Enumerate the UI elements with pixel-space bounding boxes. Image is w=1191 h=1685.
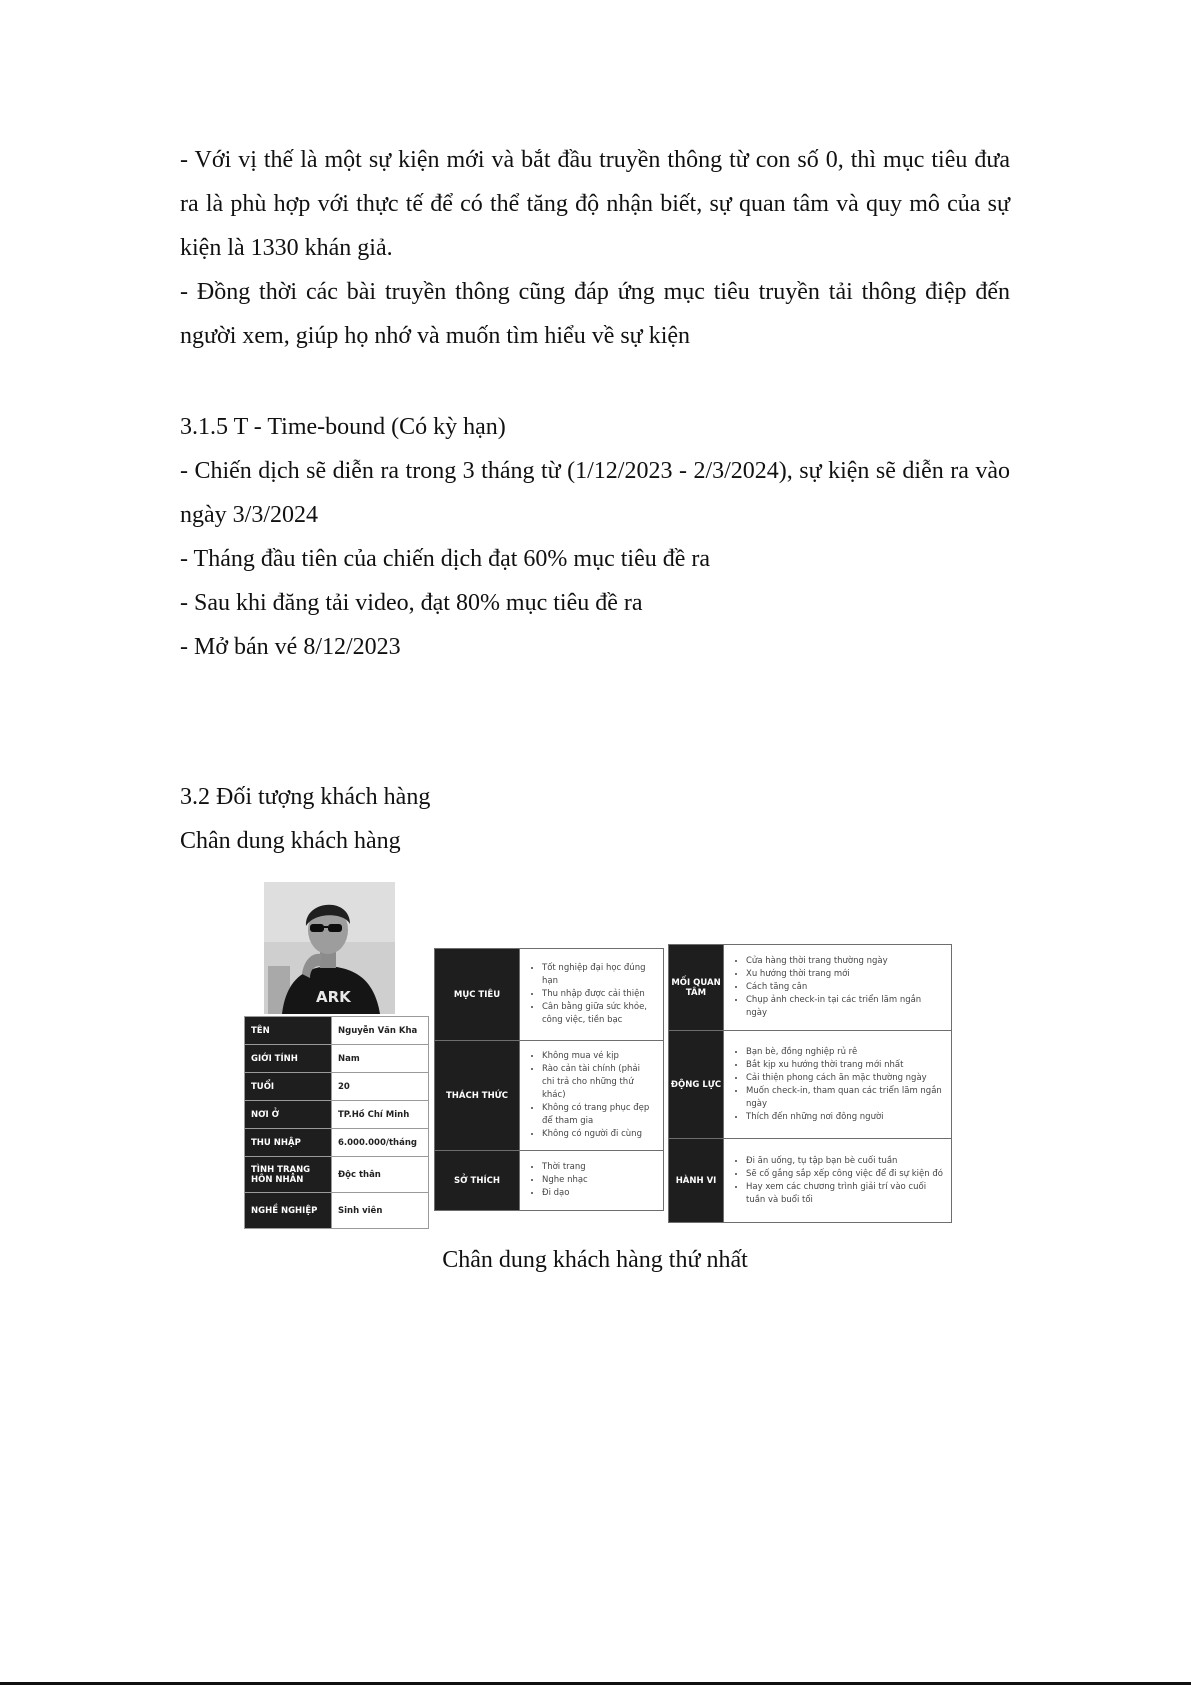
info-label: TÊN <box>245 1017 332 1045</box>
list-item: • Bắt kịp xu hướng thời trang mới nhất <box>746 1059 943 1072</box>
list-item: • Muốn check-in, tham quan các triển lãm ngắn ngày <box>746 1085 943 1111</box>
card-list <box>520 1041 664 1151</box>
list-item: • Không có người đi cùng <box>542 1128 655 1141</box>
info-label: TUỔI <box>245 1073 332 1101</box>
info-label: TÌNH TRẠNG HÔN NHÂN <box>245 1157 332 1193</box>
list-item: • Cân bằng giữa sức khỏe, công việc, tiền bạc <box>542 1001 655 1027</box>
list-item: • Cách tăng cân <box>746 981 943 994</box>
info-label: NGHỀ NGHIỆP <box>245 1193 332 1229</box>
card-list <box>724 1139 952 1223</box>
card-label: THÁCH THỨC <box>435 1041 520 1151</box>
list-item: • Thích đến những nơi đông người <box>746 1111 943 1124</box>
list-item: • Thời trang <box>542 1161 655 1174</box>
paragraph: - Tháng đầu tiên của chiến dịch đạt 60% mục tiêu đề ra <box>180 546 711 572</box>
table-row <box>669 945 952 1031</box>
section-heading: 3.2 Đối tượng khách hàng <box>180 784 431 810</box>
info-value: 6.000.000/tháng <box>332 1129 429 1157</box>
info-value: Nam <box>332 1045 429 1073</box>
list-item: • Tốt nghiệp đại học đúng hạn <box>542 962 655 988</box>
table-row <box>245 1073 429 1101</box>
list-item: • Nghe nhạc <box>542 1174 655 1187</box>
info-value: Độc thân <box>332 1157 429 1193</box>
list-item: • Hay xem các chương trình giải trí vào cuối tuần và buổi tối <box>746 1181 943 1207</box>
table-row <box>245 1017 429 1045</box>
list-item: • Chụp ảnh check-in tại các triển lãm ngắn ngày <box>746 994 943 1020</box>
persona-interests-card <box>668 944 952 1223</box>
paragraph: - Mở bán vé 8/12/2023 <box>180 634 401 660</box>
section-heading: 3.1.5 T - Time-bound (Có kỳ hạn) <box>180 414 506 440</box>
table-row <box>669 1139 952 1223</box>
card-list <box>724 1031 952 1139</box>
table-row <box>669 1031 952 1139</box>
card-label: HÀNH VI <box>669 1139 724 1223</box>
card-list <box>520 949 664 1041</box>
table-row <box>245 1157 429 1193</box>
table-row <box>435 1151 664 1211</box>
table-row <box>435 1041 664 1151</box>
table-row <box>245 1101 429 1129</box>
table-row <box>245 1129 429 1157</box>
list-item: • Không mua vé kịp <box>542 1050 655 1063</box>
card-list <box>520 1151 664 1211</box>
card-label: MỐI QUAN TÂM <box>669 945 724 1031</box>
list-item: • Đi ăn uống, tụ tập bạn bè cuối tuần <box>746 1155 943 1168</box>
info-value: 20 <box>332 1073 429 1101</box>
list-item: • Không có trang phục đẹp để tham gia <box>542 1102 655 1128</box>
svg-text:ARK: ARK <box>316 988 351 1006</box>
card-label: ĐỘNG LỰC <box>669 1031 724 1139</box>
persona-info-table <box>244 1016 429 1229</box>
table-row <box>435 949 664 1041</box>
persona-photo <box>264 882 395 1014</box>
list-item: • Xu hướng thời trang mới <box>746 968 943 981</box>
figure-caption: Chân dung khách hàng thứ nhất <box>442 1247 748 1273</box>
list-item: • Bạn bè, đồng nghiệp rủ rê <box>746 1046 943 1059</box>
table-row <box>245 1193 429 1229</box>
list-item: • Đi dạo <box>542 1187 655 1200</box>
list-item: • Thu nhập được cải thiện <box>542 988 655 1001</box>
info-label: GIỚI TÍNH <box>245 1045 332 1073</box>
info-value: Nguyễn Văn Kha <box>332 1017 429 1045</box>
info-value: TP.Hồ Chí Minh <box>332 1101 429 1129</box>
table-row <box>245 1045 429 1073</box>
card-label: MỤC TIÊU <box>435 949 520 1041</box>
persona-goals-card <box>434 948 664 1211</box>
list-item: • Cải thiện phong cách ăn mặc thường ngày <box>746 1072 943 1085</box>
card-label: SỞ THÍCH <box>435 1151 520 1211</box>
person-illustration <box>264 882 395 1014</box>
list-item: • Sẽ cố gắng sắp xếp công việc để đi sự kiện đó <box>746 1168 943 1181</box>
info-label: THU NHẬP <box>245 1129 332 1157</box>
info-label: NƠI Ở <box>245 1101 332 1129</box>
card-list <box>724 945 952 1031</box>
info-value: Sinh viên <box>332 1193 429 1229</box>
list-item: • Cửa hàng thời trang thường ngày <box>746 955 943 968</box>
paragraph: - Sau khi đăng tải video, đạt 80% mục tiêu đề ra <box>180 590 643 616</box>
paragraph: - Với vị thế là một sự kiện mới và bắt đầu truyền thông từ con số 0, thì mục tiêu đưa ra là phù hợp với thực tế để có thể tăng độ nhận biết, sự quan tâm và quy mô của sự kiện là 1330 khán giả. <box>180 147 1010 261</box>
paragraph: - Chiến dịch sẽ diễn ra trong 3 tháng từ (1/12/2023 - 2/3/2024), sự kiện sẽ diễn ra vào ngày 3/3/2024 <box>180 458 1010 528</box>
section-subheading: Chân dung khách hàng <box>180 828 401 854</box>
paragraph: - Đồng thời các bài truyền thông cũng đáp ứng mục tiêu truyền tải thông điệp đến người xem, giúp họ nhớ và muốn tìm hiểu về sự kiện <box>180 279 1010 349</box>
list-item: • Rào cản tài chính (phải chi trả cho những thứ khác) <box>542 1063 655 1102</box>
